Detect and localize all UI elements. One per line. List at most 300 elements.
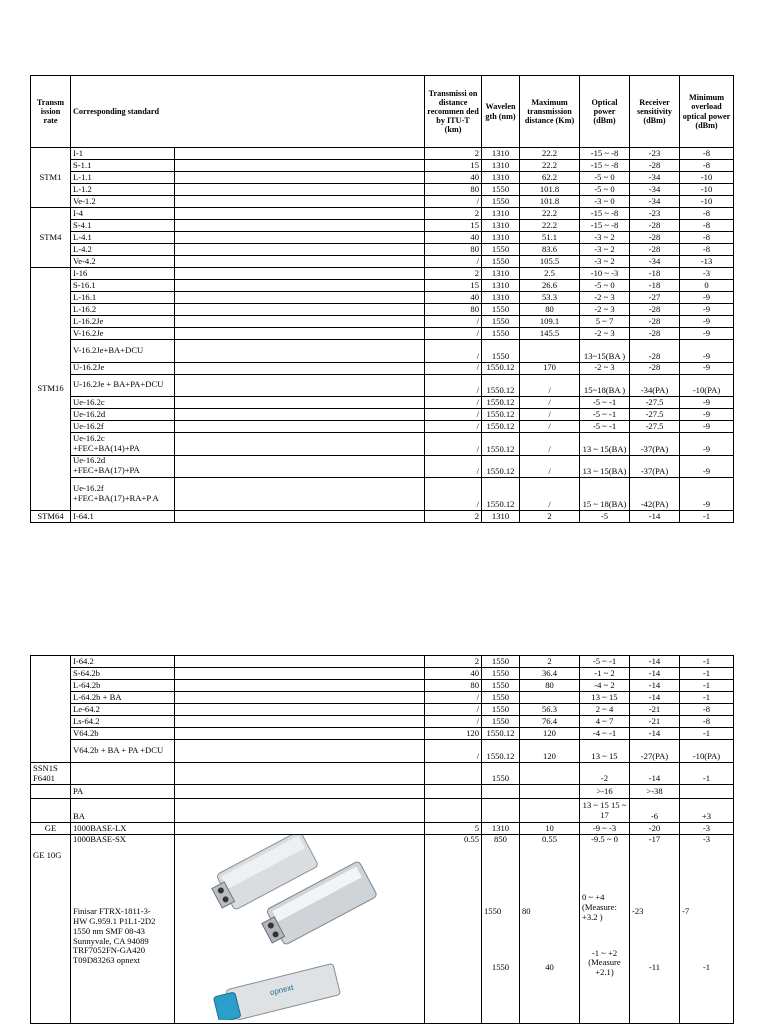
wavelength-cell: 1550 xyxy=(482,256,520,268)
module-description: Finisar FTRX-1811-3-HW G.959.1 P1L1-2D2 1550 nm SMF 08-43 Sunnyvale, CA 94089 TRF7052FN-GA420 T09D83263 opnext xyxy=(73,905,156,966)
standard-cell: PA xyxy=(71,785,175,799)
rate-cell: STM16 xyxy=(31,268,71,511)
max-distance-cell: 101.8 xyxy=(520,184,580,196)
wavelength-cell: 1550.12 xyxy=(482,421,520,433)
table-row xyxy=(31,220,734,232)
blank-cell xyxy=(175,728,425,740)
standard-cell xyxy=(71,763,175,785)
distance-cell: 2 xyxy=(425,656,482,668)
optical-power-cell: -5 ~ -1 xyxy=(580,397,630,409)
max-distance-cell: 170 xyxy=(520,362,580,374)
sensitivity-cell: -34 xyxy=(630,184,680,196)
sensitivity-cell: -28 xyxy=(630,316,680,328)
overload-cell: -8 xyxy=(680,232,734,244)
blank-cell xyxy=(175,232,425,244)
optical-power-cell: -3 ~ 0 xyxy=(580,196,630,208)
sensitivity-cell: -21 xyxy=(630,716,680,728)
standard-cell: Ue-16.2d +FEC+BA(17)+PA xyxy=(71,455,175,478)
optical-power-cell: 2 ~ 4 xyxy=(580,704,630,716)
transmission-table-1 xyxy=(30,75,734,523)
blank-cell xyxy=(175,421,425,433)
wavelength-cell: 1550.12 xyxy=(482,478,520,511)
sensitivity-cell: -14 xyxy=(630,692,680,704)
wavelength-cell: 1550 xyxy=(482,668,520,680)
standard-cell: Ve-1.2 xyxy=(71,196,175,208)
distance-cell: / xyxy=(425,409,482,421)
standard-cell: Le-64.2 xyxy=(71,704,175,716)
blank-cell xyxy=(175,268,425,280)
wavelength-cell xyxy=(482,785,520,799)
blank-cell xyxy=(175,304,425,316)
table-row xyxy=(31,478,734,511)
blank-cell xyxy=(175,680,425,692)
blank-cell xyxy=(175,799,425,823)
standard-cell: L-4.2 xyxy=(71,244,175,256)
optical-power-cell: -2 ~ 3 xyxy=(580,304,630,316)
distance-cell: / xyxy=(425,316,482,328)
standard-cell: V64.2b xyxy=(71,728,175,740)
standard-cell: L-16.2 xyxy=(71,304,175,316)
optical-power-cell: -2 ~ 3 xyxy=(580,292,630,304)
optical-power-cell: 13~15(BA ) xyxy=(580,340,630,363)
header-row xyxy=(31,76,734,148)
wavelength-cell: 1310 xyxy=(482,172,520,184)
header-overload: Minimum overload optical power (dBm) xyxy=(680,76,734,148)
table-row xyxy=(31,421,734,433)
distance-cell: 120 xyxy=(425,728,482,740)
max-distance-cell: 10 xyxy=(520,823,580,835)
distance-cell: / xyxy=(425,455,482,478)
overload-cell: -8 xyxy=(680,244,734,256)
sensitivity-cell: -21 xyxy=(630,704,680,716)
sensitivity-cell: -27(PA) xyxy=(630,740,680,763)
table-row xyxy=(31,511,734,523)
sensitivity-cell: -20 xyxy=(630,823,680,835)
standard-cell: L-4.1 xyxy=(71,232,175,244)
header-standard: Corresponding standard xyxy=(71,76,425,148)
wavelength-cell: 1310 xyxy=(482,823,520,835)
max-m1: 80 xyxy=(522,905,531,916)
blank-cell xyxy=(175,184,425,196)
header-rate: Transm ission rate xyxy=(31,76,71,148)
standard-cell: L-16.2Je xyxy=(71,316,175,328)
wavelength-cell: 1550 xyxy=(482,184,520,196)
optical-power-cell: -1 ~ 2 xyxy=(580,668,630,680)
max-distance-cell: / xyxy=(520,433,580,456)
standard-cell: Ue-16.2d xyxy=(71,409,175,421)
sensitivity-cell: -14 xyxy=(630,656,680,668)
table-row xyxy=(31,668,734,680)
table-row xyxy=(31,704,734,716)
distance-cell: / xyxy=(425,374,482,397)
optical-power-cell: -5 ~ -1 xyxy=(580,656,630,668)
overload-cell: -8 xyxy=(680,704,734,716)
overload-cell: -10 xyxy=(680,172,734,184)
standard-cell: L-16.1 xyxy=(71,292,175,304)
wavelength-cell: 1550.12 xyxy=(482,409,520,421)
distance-cell: / xyxy=(425,196,482,208)
header-sensitivity: Receiver sensitivity (dBm) xyxy=(630,76,680,148)
rate-cell xyxy=(31,799,71,823)
distance-cell: / xyxy=(425,421,482,433)
max-m2: 40 xyxy=(545,961,554,972)
overload-cell: -3 xyxy=(680,823,734,835)
rate-cell: STM1 xyxy=(31,148,71,208)
standard-cell: U-16.2Je xyxy=(71,362,175,374)
standard-cell: Ue-16.2c +FEC+BA(14)+PA xyxy=(71,433,175,456)
distance-cell: 2 xyxy=(425,148,482,160)
sensitivity-cell: -28 xyxy=(630,340,680,363)
max-distance-cell: 76.4 xyxy=(520,716,580,728)
standard-cell: Ue-16.2f +FEC+BA(17)+RA+P A xyxy=(71,478,175,511)
blank-cell xyxy=(175,244,425,256)
table-row xyxy=(31,455,734,478)
max-distance-cell: 105.5 xyxy=(520,256,580,268)
table-row xyxy=(31,656,734,668)
sensitivity-cell: -27.5 xyxy=(630,409,680,421)
overload-cell: -9 xyxy=(680,304,734,316)
max-distance-cell: 22.2 xyxy=(520,160,580,172)
sensitivity-cell: -28 xyxy=(630,160,680,172)
sensitivity-cell xyxy=(630,835,680,1024)
sensitivity-cell: -14 xyxy=(630,511,680,523)
sfp-module-icon xyxy=(212,963,340,1020)
distance-cell: / xyxy=(425,340,482,363)
transceiver-photo xyxy=(176,835,424,1020)
standard-cell: S-16.1 xyxy=(71,280,175,292)
wavelength-cell: 1550.12 xyxy=(482,397,520,409)
distance-cell xyxy=(425,763,482,785)
sensitivity-cell: -14 xyxy=(630,763,680,785)
sensitivity-cell: -28 xyxy=(630,328,680,340)
optical-power-cell: -2 ~ 3 xyxy=(580,362,630,374)
max-distance-cell: / xyxy=(520,409,580,421)
distance-cell: / xyxy=(425,433,482,456)
standard-cell: U-16.2Je + BA+PA+DCU xyxy=(71,374,175,397)
wavelength-cell: 1550.12 xyxy=(482,740,520,763)
max-distance-cell: / xyxy=(520,455,580,478)
wavelength-cell: 1550 xyxy=(482,316,520,328)
sens-m2: -11 xyxy=(648,961,661,972)
table-row xyxy=(31,374,734,397)
max-distance-cell: 120 xyxy=(520,740,580,763)
distance-cell: 2 xyxy=(425,208,482,220)
max-distance-cell: 109.1 xyxy=(520,316,580,328)
max-distance-cell: 2.5 xyxy=(520,268,580,280)
standard-cell: V-16.2Je xyxy=(71,328,175,340)
overload-cell: -13 xyxy=(680,256,734,268)
wavelength-m2: 1550 xyxy=(491,961,510,972)
table-row xyxy=(31,716,734,728)
standard-cell: Ue-16.2f xyxy=(71,421,175,433)
distance-cell: 5 xyxy=(425,823,482,835)
sensitivity-cell: -27 xyxy=(630,292,680,304)
overload-cell: -1 xyxy=(680,668,734,680)
max-distance-cell: 145.5 xyxy=(520,328,580,340)
blank-cell xyxy=(175,148,425,160)
wavelength-cell: 1310 xyxy=(482,160,520,172)
sens-m1: -23 xyxy=(632,905,644,916)
overload-cell: -1 xyxy=(680,692,734,704)
max-distance-cell: 101.8 xyxy=(520,196,580,208)
ssn-label-cell: SSN1S F6401 xyxy=(31,763,71,785)
overload-cell: -10 xyxy=(680,196,734,208)
table-row xyxy=(31,268,734,280)
overload-cell: -3 xyxy=(680,268,734,280)
sensitivity-cell: -27.5 xyxy=(630,421,680,433)
rate-cell: GE xyxy=(31,823,71,835)
distance-cell: 40 xyxy=(425,172,482,184)
sensitivity-cell: -23 xyxy=(630,148,680,160)
standard-cell: Ls-64.2 xyxy=(71,716,175,728)
table-row xyxy=(31,292,734,304)
table-row xyxy=(31,680,734,692)
max-distance-cell xyxy=(520,692,580,704)
distance-cell: / xyxy=(425,478,482,511)
sensitivity-cell: -42(PA) xyxy=(630,478,680,511)
distance-cell: 40 xyxy=(425,668,482,680)
blank-cell xyxy=(175,433,425,456)
table-row xyxy=(31,328,734,340)
sensitivity-cell: -34 xyxy=(630,196,680,208)
distance-cell: 2 xyxy=(425,268,482,280)
blank-cell xyxy=(175,668,425,680)
sensitivity-cell: -37(PA) xyxy=(630,455,680,478)
standard-cell: BA xyxy=(71,799,175,823)
max-distance-cell: 53.3 xyxy=(520,292,580,304)
blank-cell xyxy=(175,362,425,374)
optical-power-cell: 5 ~ 7 xyxy=(580,316,630,328)
wavelength-cell: 1310 xyxy=(482,292,520,304)
blank-cell xyxy=(175,656,425,668)
transmission-table-2 xyxy=(30,655,734,1024)
sensitivity-cell: -6 xyxy=(630,799,680,823)
standard-cell: S-1.1 xyxy=(71,160,175,172)
blank-cell xyxy=(175,340,425,363)
standard-cell: Ue-16.2c xyxy=(71,397,175,409)
blank-cell xyxy=(175,823,425,835)
blank-cell xyxy=(175,785,425,799)
wavelength-cell: 1550 xyxy=(482,304,520,316)
distance-cell: / xyxy=(425,716,482,728)
sensitivity-cell: -34 xyxy=(630,256,680,268)
distance-cell: 40 xyxy=(425,232,482,244)
overload-cell: -10 xyxy=(680,184,734,196)
overload-cell: -1 xyxy=(680,511,734,523)
blank-cell xyxy=(175,409,425,421)
max-distance-cell xyxy=(520,763,580,785)
table-row xyxy=(31,208,734,220)
table-row xyxy=(31,740,734,763)
distance-cell: 80 xyxy=(425,244,482,256)
max-distance-cell: 2 xyxy=(520,511,580,523)
wavelength-cell: 1550 xyxy=(482,692,520,704)
max-distance-cell: 36.4 xyxy=(520,668,580,680)
rate-cell xyxy=(31,656,71,763)
optical-power-cell: -15 ~ -8 xyxy=(580,208,630,220)
overload-cell: -8 xyxy=(680,148,734,160)
wavelength-cell: 1550.12 xyxy=(482,455,520,478)
table-row xyxy=(31,172,734,184)
overload-cell: -9 xyxy=(680,478,734,511)
optical-power-cell: 15~18(BA ) xyxy=(580,374,630,397)
sensitivity-cell: -18 xyxy=(630,280,680,292)
optical-power-cell: 13 ~ 15(BA) xyxy=(580,433,630,456)
wavelength-sx: 850 xyxy=(494,834,507,844)
optical-power-cell: -5 ~ 0 xyxy=(580,280,630,292)
ovl-m1: -7 xyxy=(682,905,690,916)
max-distance-cell xyxy=(520,835,580,1024)
blank-cell xyxy=(175,478,425,511)
power-m2: -1 ~ +2 (Measure +2.1) xyxy=(588,947,621,978)
optical-power-cell: -5 ~ 0 xyxy=(580,184,630,196)
table-row xyxy=(31,280,734,292)
wavelength-cell xyxy=(482,799,520,823)
blank-cell xyxy=(175,704,425,716)
table-row xyxy=(31,728,734,740)
wavelength-cell: 1550 xyxy=(482,716,520,728)
table-row xyxy=(31,692,734,704)
wavelength-cell: 1550 xyxy=(482,196,520,208)
overload-cell: -8 xyxy=(680,208,734,220)
power-m1: 0 ~ +4 (Measure: +3.2 ) xyxy=(582,891,617,922)
optical-power-cell: -10 ~ -3 xyxy=(580,268,630,280)
overload-cell: -9 xyxy=(680,421,734,433)
distance-cell: / xyxy=(425,362,482,374)
distance-cell: 15 xyxy=(425,160,482,172)
overload-cell: -8 xyxy=(680,220,734,232)
optical-power-cell: -15 ~ -8 xyxy=(580,160,630,172)
power-sx: -9.5 ~ 0 xyxy=(591,834,618,844)
optical-power-cell: -9 ~ -3 xyxy=(580,823,630,835)
standard-cell: V-16.2Je+BA+DCU xyxy=(71,340,175,363)
max-distance-cell: 120 xyxy=(520,728,580,740)
overload-cell: -9 xyxy=(680,340,734,363)
optical-power-cell: 4 ~ 7 xyxy=(580,716,630,728)
overload-cell: -1 xyxy=(680,728,734,740)
overload-cell: 0 xyxy=(680,280,734,292)
max-distance-cell: 80 xyxy=(520,680,580,692)
blank-cell xyxy=(175,374,425,397)
overload-cell: -9 xyxy=(680,328,734,340)
blank-cell xyxy=(175,740,425,763)
blank-cell xyxy=(175,511,425,523)
optical-power-cell: -15 ~ -8 xyxy=(580,148,630,160)
table-row xyxy=(31,244,734,256)
wavelength-cell: 1310 xyxy=(482,232,520,244)
blank-cell xyxy=(175,196,425,208)
header-wavelength: Wavelen gth (nm) xyxy=(482,76,520,148)
max-distance-cell: / xyxy=(520,397,580,409)
max-distance-cell: 22.2 xyxy=(520,148,580,160)
optical-power-cell: -5 ~ -1 xyxy=(580,409,630,421)
ovl-sx: -3 xyxy=(702,834,711,844)
blank-cell xyxy=(175,280,425,292)
sensitivity-cell: -37(PA) xyxy=(630,433,680,456)
sensitivity-cell: -28 xyxy=(630,232,680,244)
blank-cell xyxy=(175,160,425,172)
standard-cell: Ve-4.2 xyxy=(71,256,175,268)
header-optical-power: Optical power (dBm) xyxy=(580,76,630,148)
optical-power-cell: 15 ~ 18(BA) xyxy=(580,478,630,511)
overload-cell: -8 xyxy=(680,716,734,728)
blank-cell xyxy=(175,172,425,184)
overload-cell xyxy=(680,785,734,799)
blank-cell xyxy=(175,763,425,785)
distance-cell: 80 xyxy=(425,680,482,692)
distance-cell: 15 xyxy=(425,280,482,292)
distance-cell: 2 xyxy=(425,511,482,523)
module-desc-cell xyxy=(71,835,175,1024)
wavelength-cell: 1550 xyxy=(482,244,520,256)
sensitivity-cell: -28 xyxy=(630,362,680,374)
distance-cell: / xyxy=(425,328,482,340)
table-row xyxy=(31,397,734,409)
wavelength-cell: 1310 xyxy=(482,148,520,160)
max-distance-cell: / xyxy=(520,421,580,433)
table-row xyxy=(31,785,734,799)
standard-cell: L-1.1 xyxy=(71,172,175,184)
optical-power-cell: -3 ~ 2 xyxy=(580,232,630,244)
wavelength-cell xyxy=(482,835,520,1024)
distance-cell: / xyxy=(425,692,482,704)
module-label: opnext xyxy=(268,982,294,998)
blank-cell xyxy=(175,455,425,478)
standard-cell: I-1 xyxy=(71,148,175,160)
header-distance: Transmissi on distance recommen ded by ITU-T (km) xyxy=(425,76,482,148)
standard-cell: I-64.2 xyxy=(71,656,175,668)
blank-cell xyxy=(175,716,425,728)
table-row xyxy=(31,316,734,328)
sensitivity-cell: >-38 xyxy=(630,785,680,799)
max-distance-cell: 22.2 xyxy=(520,208,580,220)
wavelength-cell: 1550.12 xyxy=(482,433,520,456)
overload-cell: -10(PA) xyxy=(680,740,734,763)
wavelength-m1: 1550 xyxy=(484,905,502,916)
sensitivity-cell: -14 xyxy=(630,668,680,680)
distance-cell: 0.55 xyxy=(425,835,482,1024)
table-row xyxy=(31,340,734,363)
optical-power-cell: -4 ~ 2 xyxy=(580,680,630,692)
wavelength-cell: 1550 xyxy=(482,656,520,668)
blank-cell xyxy=(175,208,425,220)
max-distance-cell xyxy=(520,785,580,799)
overload-cell: -1 xyxy=(680,680,734,692)
max-distance-cell: / xyxy=(520,374,580,397)
table-row xyxy=(31,304,734,316)
blank-cell xyxy=(175,256,425,268)
sensitivity-cell: -28 xyxy=(630,304,680,316)
optical-power-cell: -2 xyxy=(580,763,630,785)
wavelength-cell: 1310 xyxy=(482,220,520,232)
wavelength-cell: 1550 xyxy=(482,340,520,363)
wavelength-cell: 1310 xyxy=(482,280,520,292)
max-distance-cell: 26.6 xyxy=(520,280,580,292)
ovl-m2: -1 xyxy=(702,961,711,972)
optical-power-cell: -3 ~ 2 xyxy=(580,244,630,256)
table-row xyxy=(31,256,734,268)
standard-cell: L-64.2b + BA xyxy=(71,692,175,704)
max-distance-cell: / xyxy=(520,478,580,511)
max-distance-cell: 62.2 xyxy=(520,172,580,184)
blank-cell xyxy=(175,220,425,232)
wavelength-cell: 1310 xyxy=(482,511,520,523)
wavelength-cell: 1550 xyxy=(482,763,520,785)
sensitivity-cell: -14 xyxy=(630,680,680,692)
optical-power-cell: -5 ~ -1 xyxy=(580,421,630,433)
blank-cell xyxy=(175,292,425,304)
table-row xyxy=(31,835,734,1024)
